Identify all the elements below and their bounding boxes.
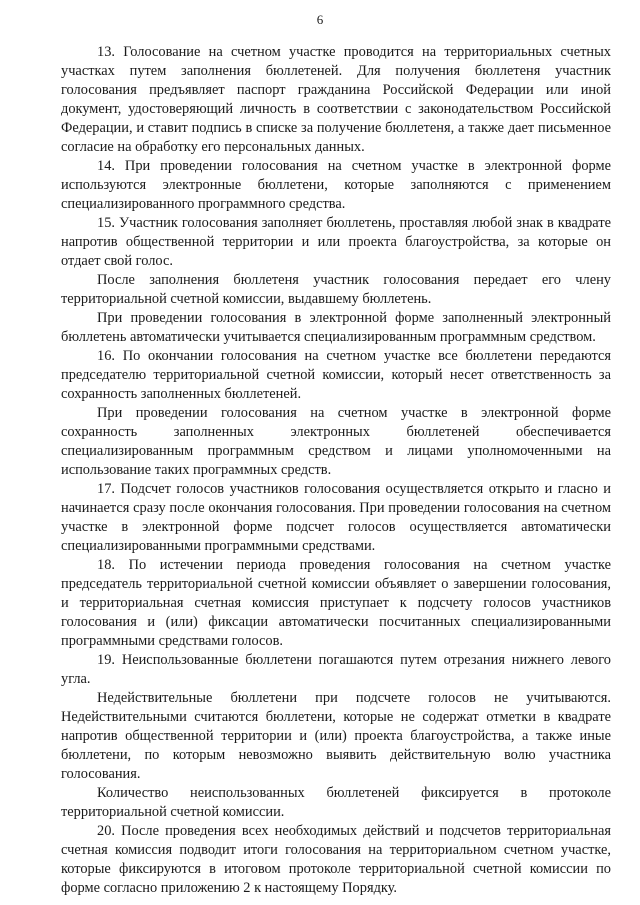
paragraph-17-vote-counting: 17. Подсчет голосов участников голосования осуществляется открыто и гласно и начинается сразу после окончания голосования. При проведении голосования на счетном участке в электронной форме подсчет голосов осуществляется автоматически специализированными программными средствами.: [61, 481, 611, 554]
paragraph-electronic-ballot-safety: При проведении голосования на счетном участке в электронной форме сохранность заполненных электронных бюллетеней обеспечивается специализированным программным средством и лицами уполномоченными на использование таких программных средств.: [61, 405, 611, 478]
paragraph-ballot-handover: После заполнения бюллетеня участник голосования передает его члену территориальной счетной комиссии, выдавшему бюллетень.: [61, 272, 611, 307]
paragraph-16-ballot-transfer: 16. По окончании голосования на счетном участке все бюллетени передаются председателю территориальной счетной комиссии, который несет ответственность за сохранность заполненных бюллетеней.: [61, 348, 611, 402]
paragraph-19-unused-ballots: 19. Неиспользованные бюллетени погашаются путем отрезания нижнего левого угла.: [61, 652, 611, 687]
paragraph-13-voting-procedure: 13. Голосование на счетном участке проводится на территориальных счетных участках путем заполнения бюллетеней. Для получения бюллетеня участник голосования предъявляет паспорт гражданина Российской Федерации или иной документ, удостоверяющий личность в соответствии с законодательством Российской Федерации, и ставит подпись в списке за получение бюллетеня, а также дает письменное согласие на обработку его персональных данных.: [61, 44, 611, 155]
document-body: [61, 43, 611, 898]
paragraph-unused-ballot-count: Количество неиспользованных бюллетеней фиксируется в протоколе территориальной счетной комиссии.: [61, 785, 611, 820]
paragraph-14-electronic-ballots: 14. При проведении голосования на счетном участке в электронной форме используются электронные бюллетени, которые заполняются с применением специализированного программного средства.: [61, 158, 611, 212]
paragraph-20-results: 20. После проведения всех необходимых действий и подсчетов территориальная счетная комиссия подводит итоги голосования на территориальном счетном участке, которые фиксируются в итоговом протоколе территориальной счетной комиссии по форме согласно приложению 2 к настоящему Порядку.: [61, 823, 611, 896]
paragraph-18-end-of-voting: 18. По истечении периода проведения голосования на счетном участке председатель территориальной счетной комиссии объявляет о завершении голосования, и территориальная счетная комиссия приступает к подсчету голосов участников голосования и (или) фиксации автоматически посчитанных специализированными программными средствами голосов.: [61, 557, 611, 649]
paragraph-15-filling-ballot: 15. Участник голосования заполняет бюллетень, проставляя любой знак в квадрате напротив общественной территории и или проекта благоустройства, за которые он отдает свой голос.: [61, 215, 611, 269]
paragraph-invalid-ballots: Недействительные бюллетени при подсчете голосов не учитываются. Недействительными считаются бюллетени, которые не содержат отметки в квадрате напротив общественной территории и (или) проекта благоустройства, а также иные бюллетени, по которым невозможно выявить действительную волю участника голосования.: [61, 690, 611, 782]
page-number: 6: [316, 12, 324, 27]
paragraph-electronic-ballot-count: При проведении голосования в электронной форме заполненный электронный бюллетень автоматически учитывается специализированным программным средством.: [61, 310, 611, 345]
